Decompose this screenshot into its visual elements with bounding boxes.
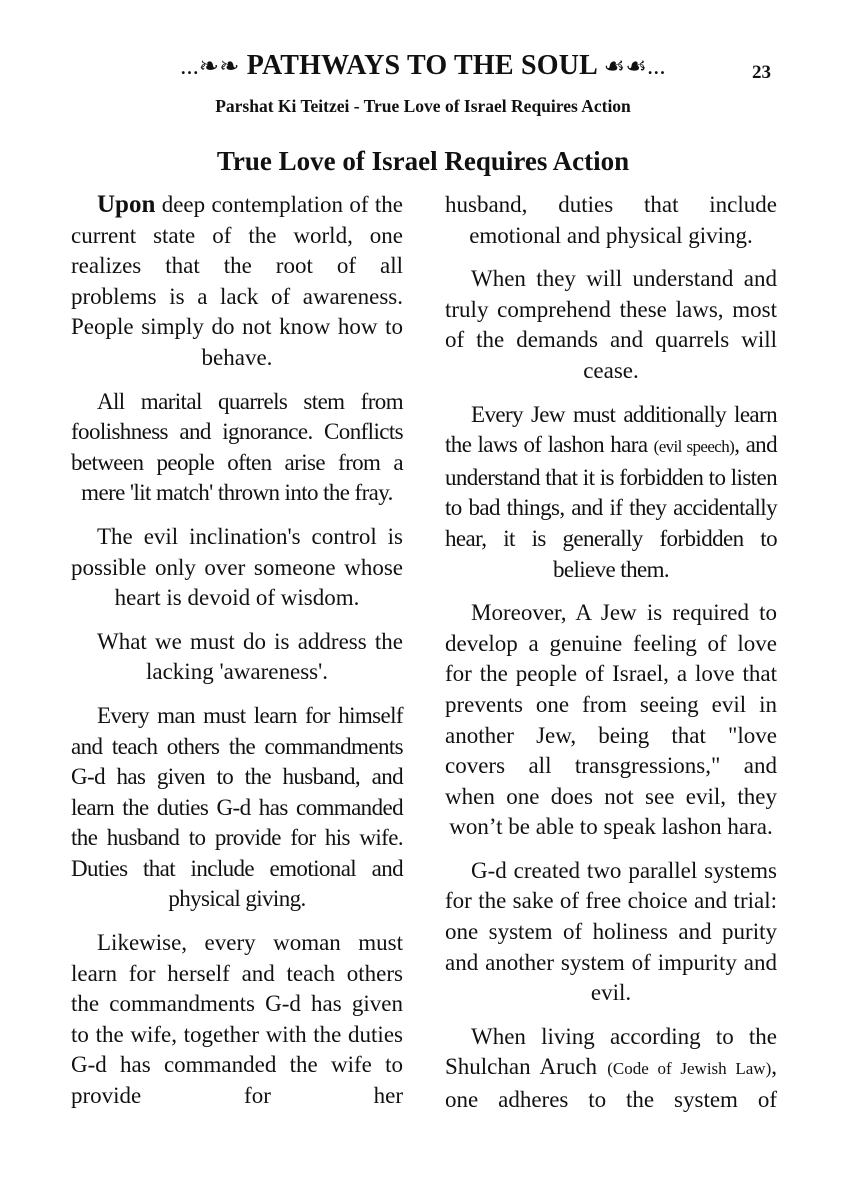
running-subtitle: Parshat Ki Teitzei - True Love of Israel Requires Action	[215, 96, 631, 116]
parenthetical: (evil speech)	[653, 437, 735, 457]
paragraph-text: deep contemplation of the current state of the world, one realizes that the root of all problems is a lack of awareness. People simply do not know how to behave.	[71, 192, 403, 370]
paragraph: Likewise, every woman must learn for herself and teach others the commandments G-d has given to the wife, together with the duties G-d has commanded the wife to provide for her	[71, 930, 403, 1109]
paragraph: husband, duties that include emotional and physical giving.	[445, 192, 777, 248]
page-number: 23	[752, 62, 771, 83]
paragraph	[445, 1022, 777, 1116]
left-column	[71, 190, 403, 1112]
paragraph	[71, 190, 403, 374]
parenthetical: (Code of Jewish Law)	[607, 1059, 772, 1079]
paragraph: When they will understand and truly comprehend these laws, most of the demands and quarrels will cease.	[445, 266, 777, 383]
paragraph: All marital quarrels stem from foolishness and ignorance. Conflicts between people often arise from a mere 'lit match' thrown into the fray.	[71, 388, 403, 506]
right-column	[445, 190, 777, 1116]
page-header	[0, 50, 846, 90]
book-title-text: PATHWAYS TO THE SOUL	[246, 50, 597, 81]
paragraph-text: , one adheres to the system of	[445, 1054, 777, 1113]
paragraph-text: Every Jew must additionally learn the laws of lashon hara	[445, 401, 777, 458]
paragraph-text: When living according to the Shulchan Aruch	[445, 1023, 777, 1080]
lead-word: Upon	[97, 191, 156, 218]
paragraph: G-d created two parallel systems for the sake of free choice and trial: one system of holiness and purity and another system of impurity and evil.	[445, 857, 777, 1006]
paragraph-text: , and understand that it is forbidden to listen to bad things, and if they accidentally hear, it is generally forbidden to believe them.	[445, 432, 777, 582]
article-title: True Love of Israel Requires Action	[216, 146, 630, 176]
paragraph: What we must do is address the lacking 'awareness'.	[97, 628, 403, 685]
book-title	[132, 50, 714, 82]
paragraph: Every man must learn for himself and teach others the commandments G-d has given to the husband, and learn the duties G-d has commanded the husband to provide for his wife. Duties that include emotional and physical giving.	[71, 702, 403, 912]
paragraph: Moreover, A Jew is required to develop a genuine feeling of love for the people of Israel, a love that prevents one from seeing evil in another Jew, being that "love covers all transgressions," and when one does not see evil, they won’t be able to speak lashon hara.	[445, 600, 777, 840]
flourish-right-icon: ☙☙...	[603, 54, 666, 80]
paragraph	[445, 400, 777, 586]
paragraph: The evil inclination's control is possible only over someone whose heart is devoid of wisdom.	[71, 523, 403, 611]
flourish-left-icon: ...❧❧	[180, 54, 240, 80]
